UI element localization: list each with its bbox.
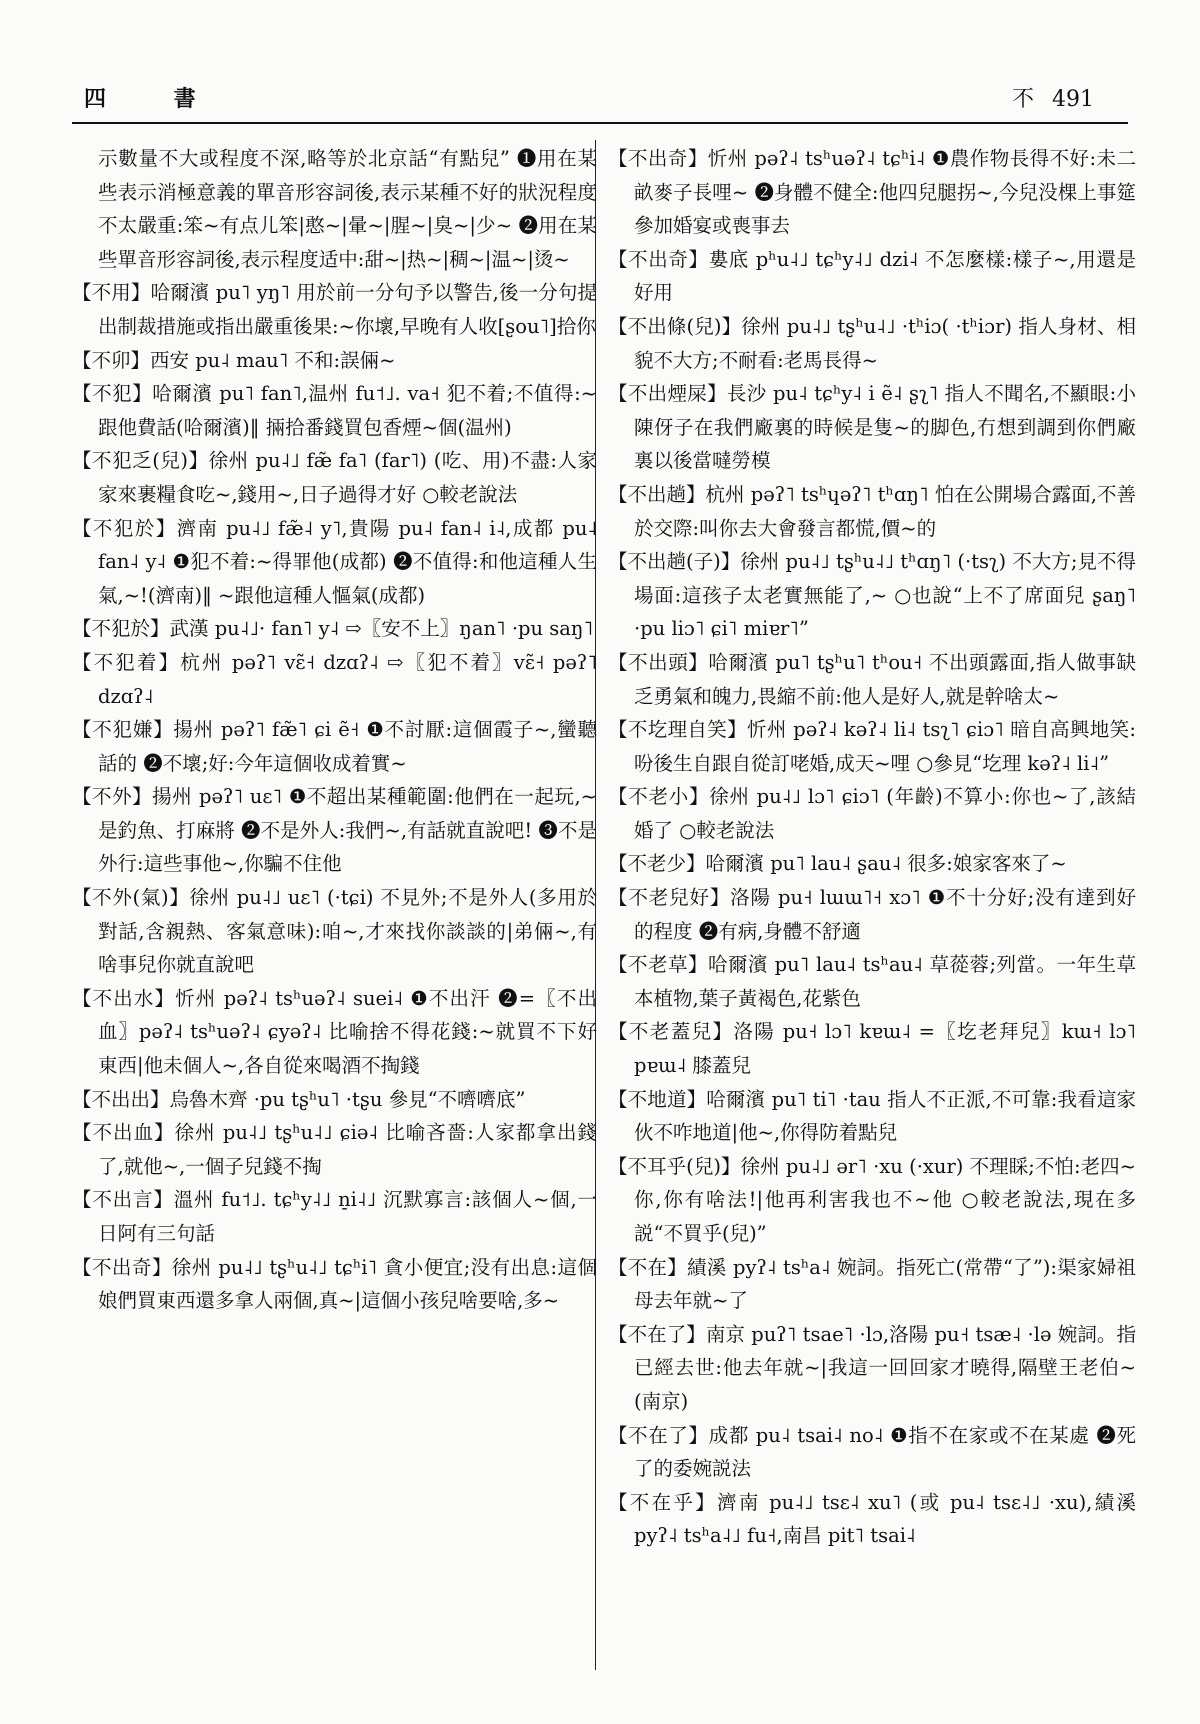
entry: 【不出煙屎】長沙 pu˨ tɕʰy˨ i ẽ˨ ʂʅ˥ 指人不聞名,不顯眼:小陳伢子在我們廠裏的時候是隻~的脚色,冇想到調到你們廠裏以後當噠勞模 — [608, 382, 1136, 473]
entry: 【不出出】烏魯木齊 ·pu tʂʰu˥ ·tʂu 參見“不嚌嚌底” — [72, 1087, 526, 1111]
entry: 【不犯於】濟南 pu˨˩ fæ̃˨ y˥,貴陽 pu˨ fan˨ i˨,成都 pu˨ fan˨ y˨ ❶犯不着:~得罪他(成都) ❷不值得:和他這種人生氣,~!(濟南)‖ ~跟他這種人慪氣(成都) — [72, 516, 597, 607]
entry: 【不出血】徐州 pu˨˩ tʂʰu˨˩ ɕiə˨ 比喻吝嗇:人家都拿出錢了,就他~,一個子兒錢不掏 — [72, 1121, 597, 1178]
entry: 【不卯】西安 pu˨ mau˥ 不和:誤倆~ — [72, 348, 396, 372]
entry: 【不外(氣)】徐州 pu˨˩ uɛ˥ (·tɕi) 不見外;不是外人(多用於對話,含親熱、客氣意味):咱~,才來找你談談的|弟倆~,有啥事兒你就直說吧 — [72, 886, 597, 977]
entry: 【不出條(兒)】徐州 pu˨˩ tʂʰu˨˩ ·tʰiɔ( ·tʰiɔr) 指人身材、相貌不大方;不耐看:老馬長得~ — [608, 314, 1136, 372]
entry: 【不在乎】濟南 pu˨˩ tsɛ˨ xu˥ (或 pu˨ tsɛ˨˩ ·xu),績溪 pyʔ˨ tsʰa˨˩ fu˧,南昌 pit˥ tsai˨ — [608, 1490, 1136, 1548]
entry: 【不老蓋兒】洛陽 pu˧ lɔ˥ kɐɯ˨ =〖圪老拜兒〗kɯ˧ lɔ˥ pɐɯ˨ 膝蓋兒 — [608, 1020, 1136, 1078]
entry: 【不出奇】徐州 pu˨˩ tʂʰu˨˩ tɕʰi˥ 貪小便宜;没有出息:這個娘們買東西還多拿人兩個,真~|這個小孩兒啥要啥,多~ — [72, 1255, 597, 1313]
entry: 【不圪理自笑】忻州 pəʔ˨ kəʔ˨ li˨ tsʅ˥ ɕiɔ˥ 暗自高興地笑:吩後生自跟自從訂咾婚,成天~哩 ○參見“圪理 kəʔ˨ li˨” — [608, 718, 1136, 775]
entry: 【不出趟】杭州 pəʔ˥ tsʰɥəʔ˥ tʰɑŋ˥ 怕在公開場合露面,不善於交際:叫你去大會發言都慌,價~的 — [608, 482, 1136, 540]
entry: 【不外】揚州 pəʔ˥ uɛ˥ ❶不超出某種範圍:他們在一起玩,~是釣魚、打麻將 ❷不是外人:我們~,有話就直說吧! ❸不是外行:這些事他~,你騙不住他 — [72, 785, 597, 876]
entry: 【不在了】成都 pu˨ tsai˨ no˨ ❶指不在家或不在某處 ❷死了的委婉説法 — [608, 1423, 1136, 1481]
section-label: 四 書 — [84, 86, 226, 112]
right-column — [608, 142, 1136, 1553]
entry: 【不犯嫌】揚州 pəʔ˥ fæ̃˥ ɕi ẽ˧ ❶不討厭:這個霞子~,蠻聽話的 ❷不壞;好:今年這個收成着實~ — [72, 718, 597, 775]
header-head-char: 不 — [1011, 87, 1034, 112]
entry: 【不在】績溪 pyʔ˨ tsʰa˨ 婉詞。指死亡(常帶“了”):渠家婦祖母去年就~了 — [608, 1255, 1136, 1313]
entry: 【不犯着】杭州 pəʔ˥ vɛ̃˧ dzɑʔ˨ ⇨〖犯不着〗vɛ̃˧ pəʔ˥ dzɑʔ˨ — [72, 650, 597, 708]
entry: 【不犯乏(兒)】徐州 pu˨˩ fæ̃ fa˥ (far˥) (吃、用)不盡:人家家來裹糧食吃~,錢用~,日子過得才好 ○較老說法 — [72, 449, 597, 506]
entry: 【不老草】哈爾濱 pu˥ lau˨ tsʰau˨ 草蓯蓉;列當。一年生草本植物,葉子黃褐色,花紫色 — [608, 953, 1136, 1010]
left-column — [72, 142, 597, 1318]
entry: 【不出趟(子)】徐州 pu˨˩ tʂʰu˨˩ tʰɑŋ˥ (·tsʅ) 不大方;見不得場面:這孩子太老實無能了,~ ○也說“上不了席面兒 ʂaŋ˥ ·pu liɔ˥ ɕi˥ miɐr˥” — [608, 550, 1136, 641]
entry: 【不地道】哈爾濱 pu˥ ti˥ ·tau 指人不正派,不可靠:我看這家伙不咋地道|他~,你得防着點兒 — [608, 1087, 1136, 1145]
entry: 【不老小】徐州 pu˨˩ lɔ˥ ɕiɔ˥ (年齡)不算小:你也~了,該結婚了 ○較老說法 — [608, 785, 1136, 842]
entry: 【不老少】哈爾濱 pu˥ lau˨ ʂau˨ 很多:娘家客來了~ — [608, 852, 1067, 876]
entry: 【不在了】南京 puʔ˥ tsae˥ ·lɔ,洛陽 pu˧ tsæ˨ ·lə 婉詞。指已經去世:他去年就~|我這一回回家才曉得,隔壁王老伯~(南京) — [608, 1322, 1136, 1413]
header-right — [1012, 82, 1094, 113]
entry: 【不出水】忻州 pəʔ˨ tsʰuəʔ˨ suei˨ ❶不出汗 ❷=〖不出血〗pəʔ˨ tsʰuəʔ˨ ɕyəʔ˨ 比喻捨不得花錢:~就買不下好東西|他未個人~,各自從來喝酒不掏錢 — [72, 986, 597, 1078]
entry: 【不出奇】婁底 pʰu˨˩ tɕʰy˨˩ dzi˨ 不怎麼樣:樣子~,用還是好用 — [608, 247, 1136, 305]
entry: 【不老兒好】洛陽 pu˧ lɯɯ˥˧ xɔ˥ ❶不十分好;没有達到好的程度 ❷有病,身體不舒適 — [608, 886, 1136, 943]
entry: 【不犯】哈爾濱 pu˥ fan˥,温州 fu˦˩. va˧ 犯不着;不值得:~跟他費話(哈爾濱)‖ 掚拾番錢買包香煙~個(温州) — [72, 382, 597, 439]
entry: 【不出頭】哈爾濱 pu˥ tʂʰu˥ tʰou˧ 不出頭露面,指人做事缺乏勇氣和魄力,畏縮不前:他人是好人,就是幹啥太~ — [608, 650, 1136, 708]
entry: 【不出言】溫州 fu˦˩. tɕʰy˨˩ n̠i˨˩ 沉默寡言:該個人~個,一日阿有三句話 — [72, 1188, 597, 1245]
entry: 【不犯於】武漢 pu˨˩· fan˥ y˨ ⇨〖安不上〗ŋan˥ ·pu saŋ˥ — [72, 617, 594, 641]
entry-continuation: 示數量不大或程度不深,略等於北京話“有點兒” ❶用在某些表示消極意義的單音形容詞後,表示某種不好的狀況程度不太嚴重:笨~有点儿笨|憨~|暈~|腥~|臭~|少~ ❷用在某些單音形容詞後,表示程度适中:甜~|热~|稠~|温~|烫~ — [98, 147, 597, 271]
entry: 【不耳乎(兒)】徐州 pu˨˩ ər˥ ·xu (·xur) 不理睬;不怕:老四~你,你有啥法!|他再利害我也不~他 ○較老說法,現在多説“不買乎(兒)” — [608, 1154, 1136, 1245]
entry: 【不出奇】忻州 pəʔ˨ tsʰuəʔ˨ tɕʰi˨ ❶農作物長得不好:未二畝麥子長哩~ ❷身體不健全:他四兒腿拐~,今兒没棵上事筵參加婚宴或喪事去 — [608, 147, 1136, 238]
page-header — [72, 78, 1128, 124]
page-number: 491 — [1052, 87, 1094, 112]
entry: 【不用】哈爾濱 pu˥ yŋ˥ 用於前一分句予以警告,後一分句提出制裁措施或指出嚴重後果:~你壞,早晚有人收[ʂou˥]拾你 — [72, 281, 597, 338]
